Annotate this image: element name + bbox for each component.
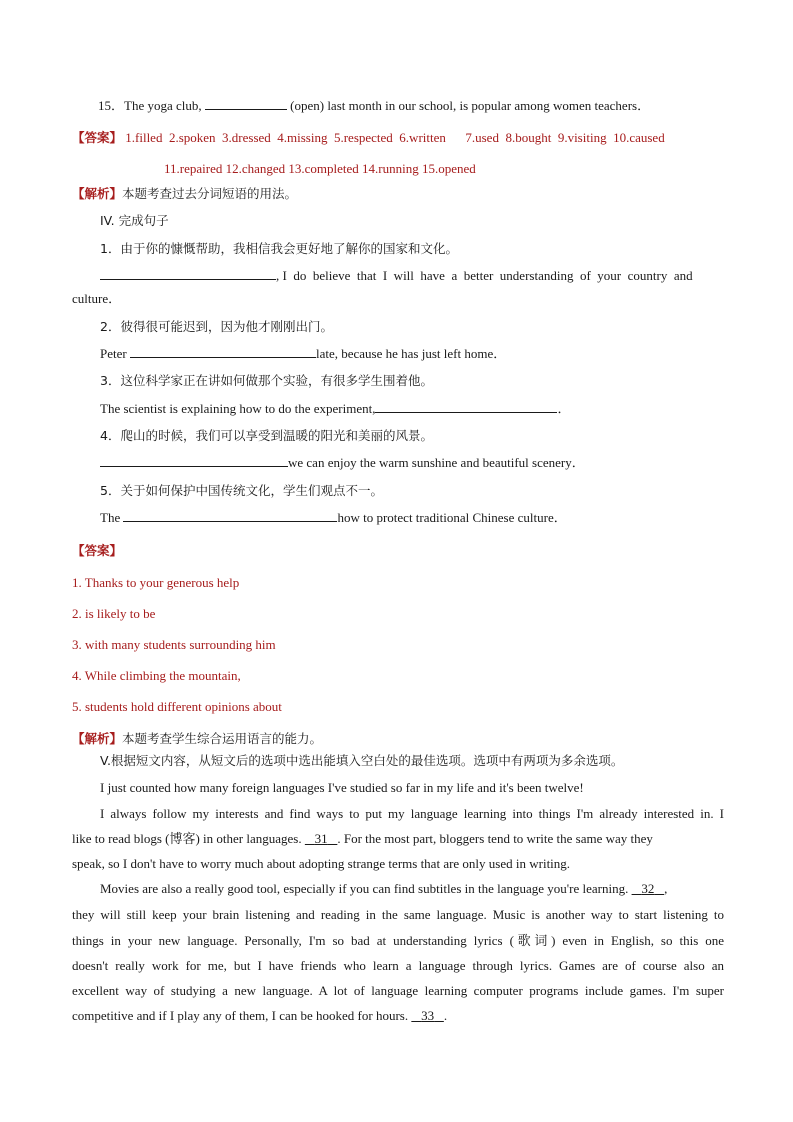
sentence-text-after: we can enjoy the warm sunshine and beautiful scenery． (288, 455, 585, 470)
answer-item-5: 5. students hold different opinions about (72, 699, 282, 714)
sentence-text-before: Peter (100, 346, 127, 361)
sentence-1-english-cont: culture． (72, 291, 122, 306)
answer-blank[interactable] (375, 399, 557, 413)
passage-text: . (443, 1008, 448, 1023)
sentence-4-english (100, 453, 585, 472)
passage-line: I just counted how many foreign languages I've studied so far in my life and it's been twelve! (100, 780, 584, 795)
answer-item-3: 3. with many students surrounding him (72, 637, 276, 652)
passage-blank-32[interactable] (632, 881, 668, 896)
passage-line: excellent way of studying a new language. A lot of language learning computer programs include games. I'm super (72, 983, 724, 998)
section-v-title: V.根据短文内容，从短文后的选项中选出能填入空白处的最佳选项。选项中有两项为多余选项。 (100, 753, 624, 768)
answer-blank[interactable] (130, 344, 316, 358)
passage-line: things in your new language. Personally, I'm so bad at understanding lyrics (歌词) even in English, so this one (72, 933, 724, 948)
analysis-text: 本题考查学生综合运用语言的能力。 (122, 731, 323, 746)
passage-line (72, 1007, 447, 1025)
answer-blank[interactable] (205, 96, 287, 110)
answer-block-1 (72, 129, 665, 147)
passage-text: like to read blogs (博客) in other languages. (72, 831, 302, 846)
passage-text: Movies are also a really good tool, especially if you can find subtitles in the language you're learning. (100, 881, 629, 896)
answer-line-2: 11.repaired 12.changed 13.completed 14.running 15.opened (164, 161, 476, 176)
blank-number: 32 (641, 881, 655, 896)
answer-blank[interactable] (100, 453, 288, 467)
question-text-after: (open) last month in our school, is popular among women teachers． (290, 98, 651, 113)
passage-blank-31[interactable] (305, 831, 338, 846)
sentence-3-english (100, 399, 571, 418)
question-text-before: The yoga club, (124, 98, 202, 113)
answer-item-2: 2. is likely to be (72, 606, 156, 621)
sentence-text-before: The (100, 510, 121, 525)
passage-blank-33[interactable] (411, 1008, 444, 1023)
sentence-2-english (100, 344, 506, 363)
sentence-text-before: The scientist is explaining how to do the experiment, (100, 401, 376, 416)
sentence-4-chinese: 4．爬山的时候，我们可以享受到温暖的阳光和美丽的风景。 (100, 428, 433, 443)
question-number: 15． (98, 98, 125, 113)
answer-item-1: 1. Thanks to your generous help (72, 575, 240, 590)
sentence-text: , I do believe that I will have a better understanding of your country and (276, 268, 693, 283)
passage-line: doesn't really work for me, but I have friends who learn a language through lyrics. Games are of course also an (72, 958, 724, 973)
sentence-2-chinese: 2．彼得很可能迟到，因为他才刚刚出门。 (100, 319, 333, 334)
passage-text: , (664, 881, 668, 896)
answer-line-1: 1.filled 2.spoken 3.dressed 4.missing 5.respected 6.written 7.used 8.bought 9.visiting 10.caused (125, 130, 665, 145)
sentence-5-english (100, 508, 567, 527)
section-iv-title: IV. 完成句子 (100, 213, 169, 228)
sentence-5-chinese: 5．关于如何保护中国传统文化，学生们观点不一。 (100, 483, 383, 498)
passage-text: . For the most part, bloggers tend to write the same way they (337, 831, 653, 846)
blank-number: 31 (314, 831, 328, 846)
passage-text: competitive and if I play any of them, I can be hooked for hours. (72, 1008, 409, 1023)
passage-line (72, 830, 653, 848)
sentence-text-after: ． (557, 401, 571, 416)
blank-number: 33 (421, 1008, 435, 1023)
sentence-1-chinese: 1．由于你的慷慨帮助，我相信我会更好地了解你的国家和文化。 (100, 241, 458, 256)
sentence-text-after: late, because he has just left home． (315, 346, 507, 361)
answer-item-4: 4. While climbing the mountain, (72, 668, 241, 683)
analysis-label: 【解析】 (72, 186, 123, 201)
passage-line: they will still keep your brain listening and reading in the same language. Music is another way to start listening to (72, 907, 724, 922)
answer-label-2: 【答案】 (72, 543, 123, 558)
analysis-text: 本题考查过去分词短语的用法。 (122, 186, 298, 201)
answer-blank[interactable] (123, 508, 337, 522)
passage-line: speak, so I don't have to worry much about adopting strange terms that are only used in writing. (72, 856, 571, 871)
analysis-label: 【解析】 (72, 731, 123, 746)
question-15 (98, 96, 650, 115)
sentence-text-after: how to protect traditional Chinese culture． (337, 510, 567, 525)
analysis-block-2 (72, 730, 322, 748)
passage-line (100, 880, 667, 898)
answer-blank[interactable] (100, 266, 276, 280)
sentence-1-english (100, 266, 693, 285)
passage-line: I always follow my interests and find ways to put my language learning into things I'm already interested in. I (100, 806, 724, 821)
analysis-block-1 (72, 185, 297, 203)
answer-label: 【答案】 (72, 130, 123, 145)
sentence-3-chinese: 3．这位科学家正在讲如何做那个实验，有很多学生围着他。 (100, 373, 433, 388)
